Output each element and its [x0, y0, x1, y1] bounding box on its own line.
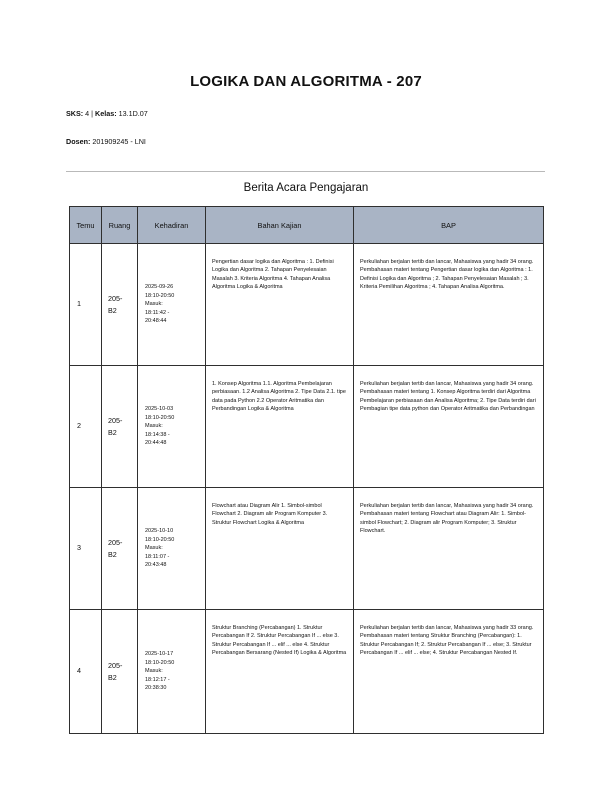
kehadiran-date: 2025-09-26 — [145, 284, 174, 291]
kehadiran-label: Masuk: — [145, 301, 163, 308]
dosen-label: Dosen: — [66, 137, 91, 146]
kehadiran-out: 20:48:44 — [145, 318, 167, 325]
kehadiran-in: 18:12:17 - — [145, 676, 170, 683]
lecturer-meta — [66, 137, 146, 146]
table-row — [70, 244, 544, 366]
kehadiran-in: 18:14:38 - — [145, 431, 170, 438]
temu-cell: 4 — [70, 610, 102, 734]
dosen-value: 201909245 - LNI — [90, 137, 146, 146]
column-header-bahan-kajian: Bahan Kajian — [206, 207, 354, 244]
column-header-kehadiran: Kehadiran — [138, 207, 206, 244]
bahan-kajian-cell: Pengertian dasar logika dan Algoritma : 1. Definisi Logika dan Algoritma 2. Tahapan Penyelesaian Masalah 3. Kriteria Algoritma 4. Tahapan Analisa Algoritma Logika & Algoritma — [206, 244, 354, 366]
kehadiran-out: 20:44:48 — [145, 440, 167, 447]
kehadiran-date: 2025-10-17 — [145, 651, 174, 658]
temu-cell: 2 — [70, 366, 102, 488]
kehadiran-cell — [138, 366, 206, 488]
kelas-label: Kelas: — [95, 109, 117, 118]
bap-cell: Perkuliahan berjalan tertib dan lancar, Mahasiswa yang hadir 34 orang. Pembahasan materi tentang 1. Konsep Algoritma terdiri dari Algoritma Pembelajaran perbiasaan dan Analisa Algoritma; 2. Tipe Data terdiri dari Pembagian tipe data python dan Operator Aritmatika dan Perbandingan — [354, 366, 544, 488]
table-row — [70, 366, 544, 488]
table-header-row — [70, 207, 544, 244]
table-row — [70, 488, 544, 610]
kehadiran-date: 2025-10-10 — [145, 528, 174, 535]
kehadiran-cell — [138, 244, 206, 366]
section-title: Berita Acara Pengajaran — [243, 182, 369, 194]
bap-table — [69, 206, 544, 734]
kehadiran-in: 18:11:42 - — [145, 309, 170, 316]
kehadiran-out: 20:43:48 — [145, 562, 167, 569]
kehadiran-schedule: 18:10-20:50 — [145, 536, 175, 543]
temu-cell: 1 — [70, 244, 102, 366]
sks-label: SKS: — [66, 109, 84, 118]
page-title: LOGIKA DAN ALGORITMA - 207 — [190, 73, 422, 90]
kehadiran-label: Masuk: — [145, 545, 163, 552]
kehadiran-schedule: 18:10-20:50 — [145, 659, 175, 666]
ruang-cell: 205-B2 — [102, 488, 138, 610]
ruang-cell: 205-B2 — [102, 610, 138, 734]
kehadiran-label: Masuk: — [145, 668, 163, 675]
kelas-value: 13.1D.07 — [116, 109, 148, 118]
bap-cell: Perkuliahan berjalan tertib dan lancar, Mahasiswa yang hadir 33 orang. Pembahasan materi tentang Struktur Branching (Percabangan): 1. Struktur Percabangan If; 2. Struktur Percabangan If ... else; 3. Struktur Percabangan If ... elif ... else; 4. Struktur Percabangan Nested If. — [354, 610, 544, 734]
bap-cell: Perkuliahan berjalan tertib dan lancar, Mahasiswa yang hadir 34 orang. Pembahasan materi tentang Flowchart atau Diagram Alir: 1. Simbol-simbol Flowchart; 2. Diagram alir Program Komputer; 3. Struktur Flowchart. — [354, 488, 544, 610]
divider — [66, 171, 545, 172]
bap-cell: Perkuliahan berjalan tertib dan lancar, Mahasiswa yang hadir 34 orang. Pembahasan materi tentang Pengertian dasar logika dan Algoritma : 1. Definisi Logika dan Algoritma ; 2. Tahapan Penyelesaian Masalah ; 3. Kriteria Pemilihan Algoritma ; 4. Tahapan Analisa Algoritma. — [354, 244, 544, 366]
temu-cell: 3 — [70, 488, 102, 610]
column-header-ruang: Ruang — [102, 207, 138, 244]
kehadiran-out: 20:38:30 — [145, 685, 167, 692]
kehadiran-date: 2025-10-03 — [145, 406, 174, 413]
column-header-temu: Temu — [70, 207, 102, 244]
ruang-cell: 205-B2 — [102, 244, 138, 366]
ruang-cell: 205-B2 — [102, 366, 138, 488]
table-row — [70, 610, 544, 734]
sks-value: 4 | — [83, 109, 96, 118]
bahan-kajian-cell: 1. Konsep Algoritma 1.1. Algoritma Pembelajaran perbiasaan. 1.2 Analisa Algoritma 2. Tipe Data 2.1. tipe data pada Python 2.2 Operator Aritmatika dan Perbandingan Logika & Algoritma — [206, 366, 354, 488]
bahan-kajian-cell: Flowchart atau Diagram Alir 1. Simbol-simbol Flowchart 2. Diagram alir Program Komputer 3. Struktur Flowchart Logika & Algoritma — [206, 488, 354, 610]
kehadiran-cell — [138, 488, 206, 610]
kehadiran-in: 18:11:07 - — [145, 553, 170, 560]
kehadiran-schedule: 18:10-20:50 — [145, 414, 175, 421]
column-header-bap: BAP — [354, 207, 544, 244]
kehadiran-schedule: 18:10-20:50 — [145, 292, 175, 299]
bahan-kajian-cell: Struktur Branching (Percabangan) 1. Struktur Percabangan If 2. Struktur Percabangan If ... else 3. Struktur Percabangan If ... elif ... else 4. Struktur Percabangan Bersarang (Nested If) Logika & Algoritma — [206, 610, 354, 734]
kehadiran-label: Masuk: — [145, 423, 163, 430]
kehadiran-cell — [138, 610, 206, 734]
course-meta — [66, 109, 148, 118]
